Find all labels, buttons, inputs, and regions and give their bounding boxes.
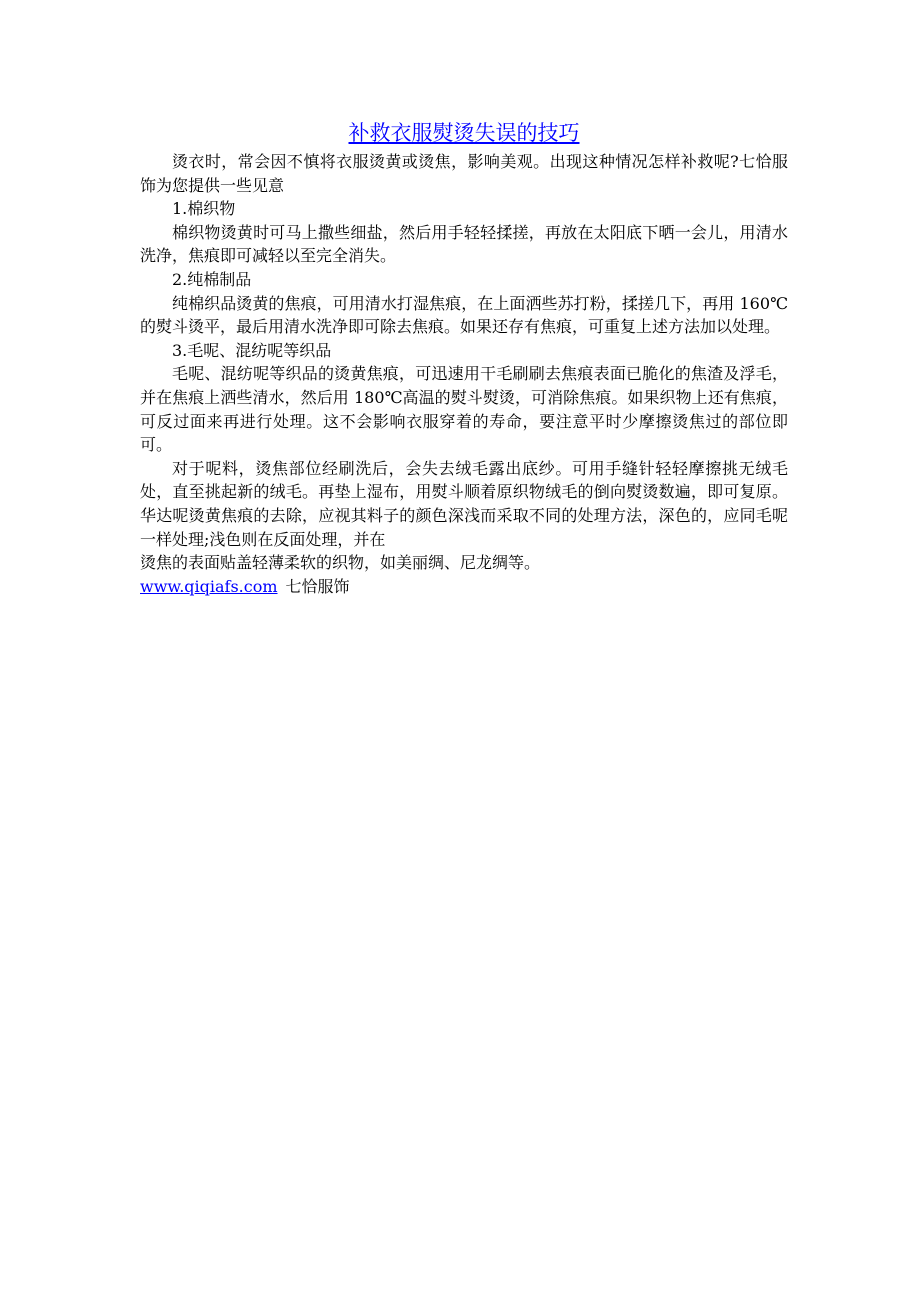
section-heading-pure-cotton: 2.纯棉制品 <box>172 269 252 289</box>
footer <box>140 575 788 599</box>
section-heading-wool: 3.毛呢、混纺呢等织品 <box>172 340 332 360</box>
page-title <box>140 118 788 148</box>
woolen-cloth-paragraph: 对于呢料，烫焦部位经刷洗后，会失去绒毛露出底纱。可用手缝针轻轻摩擦挑无绒毛处，直至挑起新的绒毛。再垫上湿布，用熨斗顺着原织物绒毛的倒向熨烫数遍，即可复原。华达呢烫黄焦痕的去除，应视其料子的颜色深浅而采取不同的处理方法，深色的，应同毛呢一样处理;浅色则在反面处理，并在 <box>140 458 788 549</box>
wool-paragraph: 毛呢、混纺呢等织品的烫黄焦痕，可迅速用干毛刷刷去焦痕表面已脆化的焦渣及浮毛，并在焦痕上洒些清水，然后用 180℃高温的熨斗熨烫，可消除焦痕。如果织物上还有焦痕，可反过面来再进行处理。这不会影响衣服穿着的寿命，要注意平时少摩擦烫焦过的部位即可。 <box>140 364 788 455</box>
section-heading-cotton: 1.棉织物 <box>172 199 236 219</box>
document-page <box>140 118 788 598</box>
footer-website-link[interactable]: www.qiqiafs.com <box>140 576 278 596</box>
footer-brand-name: 七恰服饰 <box>285 576 350 596</box>
closing-paragraph: 烫焦的表面贴盖轻薄柔软的织物，如美丽绸、尼龙绸等。 <box>140 553 541 573</box>
pure-cotton-paragraph: 纯棉织品烫黄的焦痕，可用清水打湿焦痕，在上面洒些苏打粉，揉搓几下，再用 160℃的熨斗烫平，最后用清水洗净即可除去焦痕。如果还存有焦痕，可重复上述方法加以处理。 <box>140 293 788 337</box>
title-link[interactable]: 补救衣服熨烫失误的技巧 <box>348 121 580 145</box>
intro-paragraph: 烫衣时，常会因不慎将衣服烫黄或烫焦，影响美观。出现这种情况怎样补救呢?七恰服饰为您提供一些见意 <box>140 152 788 195</box>
cotton-paragraph: 棉织物烫黄时可马上撒些细盐，然后用手轻轻揉搓，再放在太阳底下晒一会儿，用清水洗净，焦痕即可减轻以至完全消失。 <box>140 222 788 266</box>
